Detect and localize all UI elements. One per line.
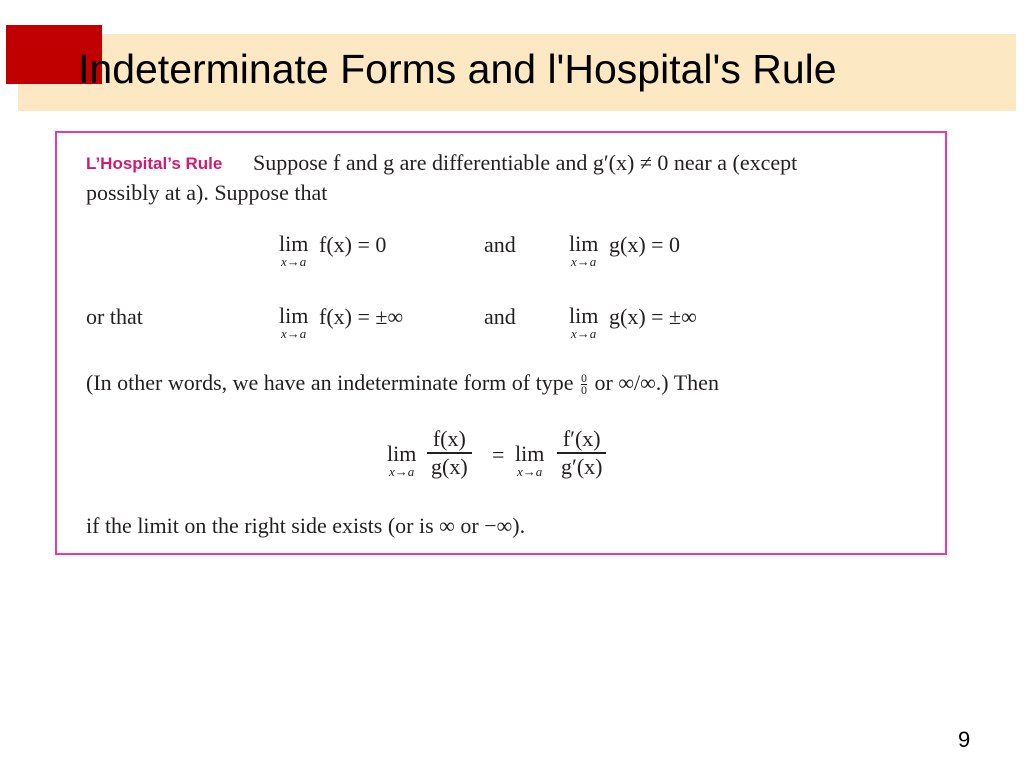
indeterminate-sentence — [86, 370, 719, 396]
limit-f-case1 — [279, 233, 308, 269]
conclusion-line: if the limit on the right side exists (or is ∞ or −∞). — [86, 513, 526, 538]
lim-word: lim — [279, 231, 309, 256]
sentence-end: or ∞/∞.) Then — [594, 370, 719, 395]
lim-subscript: x→a — [517, 464, 543, 479]
or-that: or that — [86, 304, 143, 329]
ratio-lhs-denominator: g(x) — [431, 453, 468, 479]
ratio-lhs-numerator: f(x) — [432, 426, 466, 451]
limit-f-case2 — [279, 305, 308, 341]
ratio-rhs — [557, 426, 606, 480]
lim-subscript: x→a — [571, 254, 597, 269]
lim-word: lim — [515, 441, 545, 466]
equals-sign: = — [492, 442, 505, 467]
lim-word: lim — [387, 441, 417, 466]
zero-over-zero — [581, 373, 587, 396]
lim-word: lim — [279, 303, 309, 328]
lim-subscript: x→a — [571, 326, 597, 341]
zero-denominator: 0 — [581, 383, 587, 398]
limit-g-case1 — [569, 233, 598, 269]
ratio-rhs-numerator: f′(x) — [562, 426, 601, 451]
intro-line-2: possibly at a). Suppose that — [86, 180, 328, 205]
sentence-start: (In other words, we have an indeterminate form of type — [86, 370, 574, 395]
lim-subscript: x→a — [389, 464, 415, 479]
limit-lhs — [387, 443, 416, 479]
lim-subscript: x→a — [281, 254, 307, 269]
case2-g: g(x) = ±∞ — [609, 304, 697, 329]
page-number: 9 — [958, 727, 971, 752]
case1-and: and — [484, 232, 516, 257]
zero-numerator: 0 — [581, 371, 587, 386]
limit-rhs — [515, 443, 544, 479]
theorem-heading: L’Hospital’s Rule — [86, 154, 223, 173]
case1-g: g(x) = 0 — [609, 232, 681, 257]
lim-subscript: x→a — [281, 326, 307, 341]
case2-and: and — [484, 304, 516, 329]
slide-title: Indeterminate Forms and l'Hospital's Rule — [78, 46, 837, 92]
lim-word: lim — [569, 303, 599, 328]
ratio-rhs-denominator: g′(x) — [561, 453, 603, 479]
ratio-lhs — [427, 426, 472, 480]
case2-f: f(x) = ±∞ — [319, 304, 404, 329]
case1-f: f(x) = 0 — [319, 232, 387, 257]
intro-line-1: Suppose f and g are differentiable and g′(x) ≠ 0 near a (except — [253, 150, 798, 175]
limit-g-case2 — [569, 305, 598, 341]
lim-word: lim — [569, 231, 599, 256]
theorem-box — [55, 131, 947, 555]
